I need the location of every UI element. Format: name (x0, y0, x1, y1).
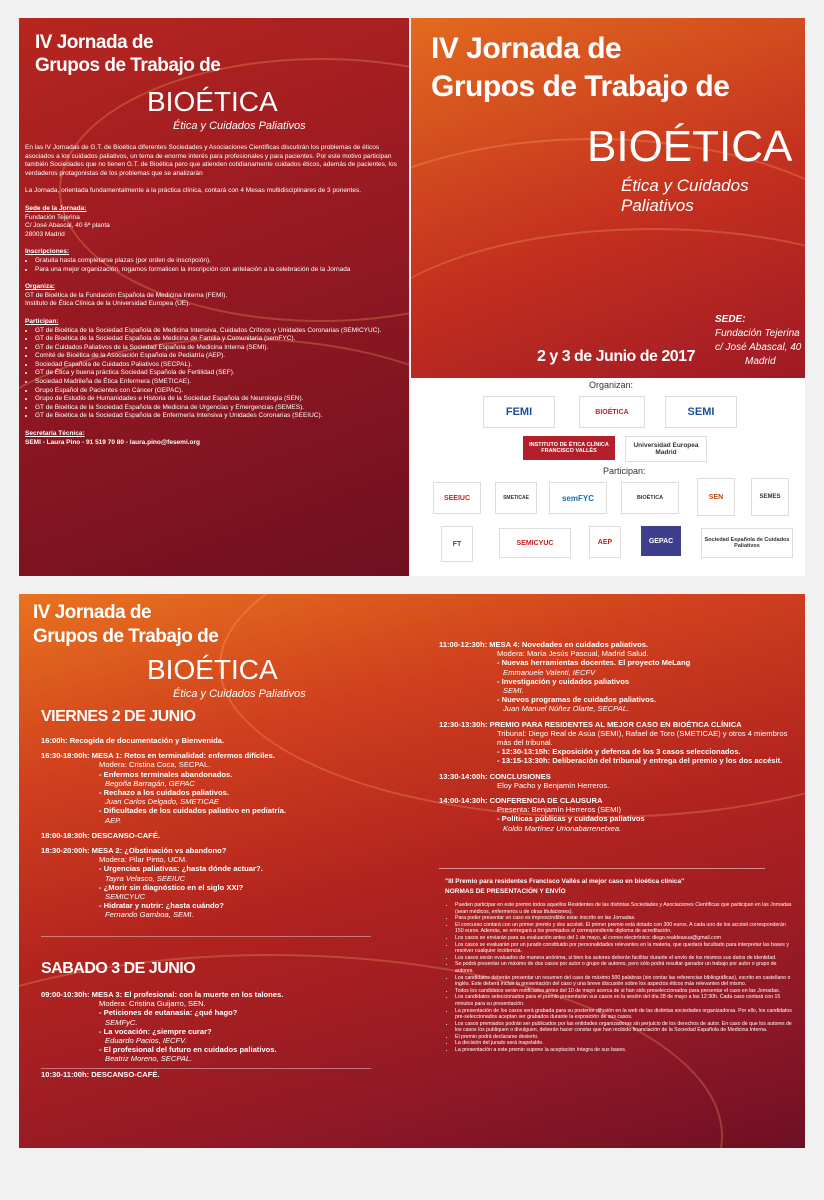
gepac-logo: GEPAC (641, 526, 681, 556)
semfyc-logo: semFYC (549, 482, 607, 514)
session-heading: 18:30-20:00h: MESA 2: ¿Obstinación vs abandono? (41, 846, 227, 856)
premio-rule: • La decisión del jurado será inapelable. (455, 1040, 793, 1047)
list-item: • Sociedad Madrileña de Ética Enfermera (SMETICAE). (35, 378, 397, 387)
premio-rules-list (445, 902, 793, 1054)
premio-rule: • Los candidatos deberán presentar un resumen del caso de máximo 500 palabras (sin contar las referencias bibliográficas), escrito en castellano o inglés. Este deberá incluir la presentación del caso y una breve discusión sobre los aspectos éticos más relevantes del mismo. (455, 975, 793, 988)
title-line-2: Grupos de Trabajo de (35, 55, 221, 76)
program-line: - Enfermos terminales abandonados. (99, 769, 233, 779)
secpal-logo: Sociedad Española de Cuidados Paliativos (701, 528, 793, 558)
program-line: - Nuevas herramientas docentes. El proyecto MeLang (497, 658, 691, 668)
session-heading: 09:00-10:30h: MESA 3: El profesional: con la muerte en los talones. (41, 990, 284, 999)
program-line: - Rechazo a los cuidados paliativos. (99, 788, 229, 798)
sede-line: C/ José Abascal, 40 6ª planta (25, 222, 110, 230)
premio-rule: • Los casos premiados podrán ser publicados por las entidades organizadoras sin perjuicio de los derechos de autor. En caso de que los autores de los casos los publiquen o divulguen, deberán hacer constar que han recibido financiación de la Sociedad Española de Medicina Interna. (455, 1021, 793, 1034)
speaker-name: AEP. (105, 815, 122, 825)
sede-line: c/ José Abascal, 40 (715, 342, 802, 353)
bioetica-logo: BIOÉTICA (579, 396, 645, 428)
premio-rule: • El premio podrá declararse desierto. (455, 1034, 793, 1041)
speaker-name: SEMFyC. (105, 1017, 138, 1027)
list-item: • GT de Bioética de la Sociedad Española de Enfermería Intensiva y Unidades Coronarias (SEEIUC). (35, 412, 397, 421)
premio-rule: • Se podrá presentar un máximo de dos casos por autor o grupo de autores, pero sólo podrá resultar ganador un trabajo por autor o grupo de autores. (455, 961, 793, 974)
title-line-2: Grupos de Trabajo de (33, 626, 219, 647)
premio-rule: • Los casos serán evaluados de manera anónima, si bien los autores deberán facilitar durante el envío de los mismos sus datos de identidad. (455, 955, 793, 962)
seeiuc-logo: SEEIUC (433, 482, 481, 514)
sede-line: Fundación Tejerina (715, 328, 800, 339)
session-heading: 14:00-14:30h: CONFERENCIA DE CLAUSURA (439, 796, 603, 806)
premio-rule: • La presentación a este premio supone la aceptación íntegra de sus bases. (455, 1047, 793, 1054)
sede-line: 28003 Madrid (25, 230, 65, 238)
program-line: - La vocación: ¿siempre curar? (99, 1026, 212, 1036)
aep-logo: AEP (589, 526, 621, 558)
subtitle: Ética y Cuidados Paliativos (621, 176, 749, 215)
intro-text-2: La Jornada, orientada fundamentalmente a la práctica clínica, contará con 4 Mesas multidisciplinares de 3 ponentes. (25, 187, 362, 195)
speaker-name: Eduardo Pacios, IECFV. (105, 1036, 187, 1046)
subtitle: Ética y Cuidados Paliativos (173, 688, 306, 700)
program-line: Modera: María Jesús Pascual, Madrid Salud. (497, 649, 649, 659)
iecfv-logo: INSTITUTO DE ÉTICA CLÍNICA FRANCISCO VALLÉS (523, 436, 615, 460)
speaker-name: Koldo Martínez Urionabarrenetxea. (503, 823, 622, 833)
program-line: - Hidratar y nutrir: ¿hasta cuándo? (99, 901, 224, 911)
logos-area (411, 378, 805, 576)
organiza-heading: Organiza: (25, 283, 55, 291)
list-item: • Grupo de Estudio de Humanidades e Historia de la Sociedad Española de Neurología (SEN). (35, 395, 397, 404)
program-line: Modera: Cristina Coca, SECPAL. (99, 760, 211, 770)
inscripciones-list (25, 257, 397, 274)
sen-logo: SEN (697, 478, 735, 516)
speaker-name: Beatriz Moreno, SECPAL. (105, 1054, 193, 1064)
participan-list (25, 327, 397, 422)
organiza-line: GT de Bioética de la Fundación Española de Medicina Interna (FEMI). (25, 291, 228, 299)
secretaria-line: SEMI - Laura Pino - 91 519 70 80 - laura.pino@fesemi.org (25, 438, 201, 446)
speaker-name: Juan Manuel Núñez Olarte, SECPAL. (503, 704, 630, 714)
program-line: Modera: Cristina Guijarro, SEN. (99, 999, 206, 1009)
list-item: • Grupo Español de Pacientes con Cáncer (GEPAC). (35, 387, 397, 396)
program-line: - Dificultades de los cuidados paliativo en pediatría. (99, 806, 286, 816)
ft-logo: FT (441, 526, 473, 562)
premio-rule: • Para poder presentar un caso es imprescindible estar inscrito en las Jornadas. (455, 915, 793, 922)
inscripciones-heading: Inscripciones: (25, 248, 70, 256)
speaker-name: SEMICYUC (105, 892, 146, 902)
program-panel (19, 594, 805, 1148)
ue-logo: Universidad Europea Madrid (625, 436, 707, 462)
sede-label: SEDE: (715, 314, 746, 325)
program-line: Eloy Pacho y Benjamín Herreros. (497, 780, 610, 790)
program-line: - ¿Morir sin diagnóstico en el siglo XXI? (99, 882, 244, 892)
speaker-name: Fernando Gamboa, SEMI. (105, 910, 194, 920)
divider (41, 1068, 371, 1069)
divider (41, 936, 371, 937)
title-line-1: IV Jornada de (35, 32, 154, 53)
list-item: • Comité de Bioética de la Asociación Española de Pediatría (AEP). (35, 352, 397, 361)
sede-line: Madrid (745, 356, 776, 367)
list-item: • GT de Bioética de la Sociedad Española de Medicina Intensiva, Cuidados Críticos y Unidades Coronarias (SEMICYUC). (35, 327, 397, 336)
list-item: • Para una mejor organización, rogamos formalicen la inscripción con antelación a la celebración de la Jornada (35, 266, 397, 275)
intro-text: En las IV Jornadas de G.T. de Bioética diferentes Sociedades y Asociaciones Científicas discutirán los problemas de éticos asociados a los cuidados paliativos, un tema de enorme interés para profesionales y para pacientes. Por este motivo participan también Sociedades que no tienen G.T. de Bioética pero que atienden cotidianamente cuidados éticos, además de pacientes, los verdaderos protagonistas de los problemas que se analizarán (25, 144, 397, 177)
smeticae-logo: SMETICAE (495, 482, 537, 514)
session-heading: 12:30-13:30h: PREMIO PARA RESIDENTES AL MEJOR CASO EN BIOÉTICA CLÍNICA (439, 719, 742, 729)
premio-rule: • Los casos se enviarán para su evaluación antes del 1 de mayo, al correo electrónico: diego.realdeasua@gmail.com (455, 935, 793, 942)
program-line: - El profesional del futuro en cuidados paliativos. (99, 1045, 277, 1055)
list-item: • Gratuita hasta completarse plazas (por orden de inscripción). (35, 257, 397, 266)
program-line: - Peticiones de eutanasia: ¿qué hago? (99, 1008, 238, 1018)
session-heading: 16:00h: Recogida de documentación y Bienvenida. (41, 736, 225, 745)
organizan-label: Organizan: (589, 380, 634, 390)
premio-rule: • Pueden participar en este premio todos aquellos Residentes de las distintas Sociedades y Asociaciones Científicas que participan en las Jornadas (sean médicos, enfermeros u de otras titulaciones). (455, 902, 793, 915)
speaker-name: Tayra Velasco, SEEIUC (105, 873, 186, 883)
premio-rule: • Los candidatos seleccionados para el premio presentarán sus casos en la sesión del día 28 de mayo a las 12:30h. Cada caso contará con 15 minutos para su presentación. (455, 994, 793, 1007)
speaker-name: Juan Carlos Delgado, SMETICAE (105, 797, 219, 807)
premio-title: "III Premio para residentes Francisco Vallés al mejor caso en bioética clínica" (445, 878, 685, 885)
premio-rule: • Los casos se evaluarán por un jurado constituido por personalidades relevantes en la materia, que quedará facultado para interpretar las bases y resolver cualquier incidencia. (455, 942, 793, 955)
title-line-1: IV Jornada de (431, 32, 622, 65)
program-right-column (439, 634, 799, 864)
session-heading: 18:00-18:30h: DESCANSO-CAFÉ. (41, 830, 160, 840)
session-heading: 11:00-12:30h: MESA 4: Novedades en cuidados paliativos. (439, 640, 649, 649)
semes-logo: SEMES (751, 478, 789, 516)
semicyuc-logo: SEMICYUC (499, 528, 571, 558)
session-heading: 13:30-14:00h: CONCLUSIONES (439, 771, 551, 781)
premio-rule: • El concurso contará con un primer premio y dos accésit. El primer premio está dotado con 300 euros. A cada uno de los accésit corresponderán 150 euros. Además, se entregará a los premiados el correspondiente diploma de acreditación. (455, 922, 793, 935)
front-right-panel (411, 18, 805, 576)
list-item: • GT de Bioética de la Sociedad Española de Medicina de Urgencias y Emergencias (SEMES). (35, 404, 397, 413)
program-line: - Nuevos programas de cuidados paliativos. (497, 695, 657, 705)
speaker-name: SEMI. (503, 686, 524, 696)
semi-logo: SEMI (665, 396, 737, 428)
sede-line: Fundación Tejerina (25, 213, 80, 221)
sede-heading: Sede de la Jornada: (25, 204, 87, 212)
divider (439, 868, 765, 869)
day1-heading: VIERNES 2 DE JUNIO (41, 708, 196, 725)
organiza-line: Instituto de Ética Clínica de la Universidad Europea (UE). (25, 300, 191, 308)
premio-subtitle: NORMAS DE PRESENTACIÓN Y ENVÍO (445, 888, 566, 895)
list-item: • GT de Cuidados Paliativos de la Sociedad Española de Medicina Interna (SEMI). (35, 344, 397, 353)
secretaria-heading: Secretaría Técnica: (25, 430, 85, 438)
speaker-name: Begoña Barragán, GEPAC (105, 778, 195, 788)
title-line-2: Grupos de Trabajo de (431, 70, 730, 103)
participan-heading: Participan: (25, 317, 59, 325)
program-line: - 12:30-13:15h: Exposición y defensa de los 3 casos seleccionados. (497, 747, 741, 757)
participan-label: Participan: (603, 466, 646, 476)
premio-rule: • La presentación de los casos será grabada para su posterior difusión en la web de las distintas sociedades organizadoras. Por ello, los candidatos pre-seleccionados aceptan ser grabados durante la exposición de sus casos. (455, 1008, 793, 1021)
bioetica-part-logo: BIOÉTICA (621, 482, 679, 514)
session-heading: 10:30-11:00h: DESCANSO-CAFÉ. (41, 1069, 160, 1079)
program-left-column-2 (41, 984, 421, 1094)
program-line: - Investigación y cuidados paliativos (497, 676, 630, 686)
list-item: • GT de Ética y buena práctica Sociedad Española de Fertilidad (SEF). (35, 369, 397, 378)
program-line: Modera: Pilar Pinto, UCM. (99, 855, 188, 865)
program-line: Presenta: Benjamín Herreros (SEMI) (497, 805, 622, 815)
speaker-name: Emmanuele Valenti, IECFV (503, 667, 596, 677)
list-item: • GT de Bioética de la Sociedad Española de Medicina de Familia y Comunitaria (semFYC). (35, 335, 397, 344)
program-line: - Urgencias paliativas: ¿hasta dónde actuar?. (99, 864, 263, 874)
day2-heading: SABADO 3 DE JUNIO (41, 960, 196, 977)
title-line-1: IV Jornada de (33, 602, 152, 623)
bioetica-title: BIOÉTICA (147, 86, 278, 117)
bioetica-title: BIOÉTICA (147, 654, 278, 685)
premio-rule: • Todos los candidatos serán notificados antes del 10 de mayo acerca de si han sido preseleccionados para presentar el caso en las Jornadas. (455, 988, 793, 995)
program-line: - Políticas públicas y cuidados paliativos (497, 814, 645, 824)
event-date: 2 y 3 de Junio de 2017 (537, 348, 695, 365)
front-left-panel (19, 18, 409, 576)
femi-logo: FEMI (483, 396, 555, 428)
program-left-column (41, 730, 421, 950)
program-line: Tribunal: Diego Real de Asúa (SEMI), Rafael de Toro (SMETICAE) y otros 4 miembros más del tribunal. (497, 728, 788, 748)
front-left-body (25, 144, 397, 447)
session-heading: 16:30-18:00h: MESA 1: Retos en terminalidad: enfermos difíciles. (41, 751, 275, 761)
list-item: • Sociedad Española de Cuidados Paliativos (SECPAL). (35, 361, 397, 370)
program-line: - 13:15-13:30h: Deliberación del tribunal y entrega del premio y los dos accésit. (497, 756, 783, 766)
bioetica-title: BIOÉTICA (587, 122, 793, 171)
subtitle: Ética y Cuidados Paliativos (173, 120, 306, 132)
